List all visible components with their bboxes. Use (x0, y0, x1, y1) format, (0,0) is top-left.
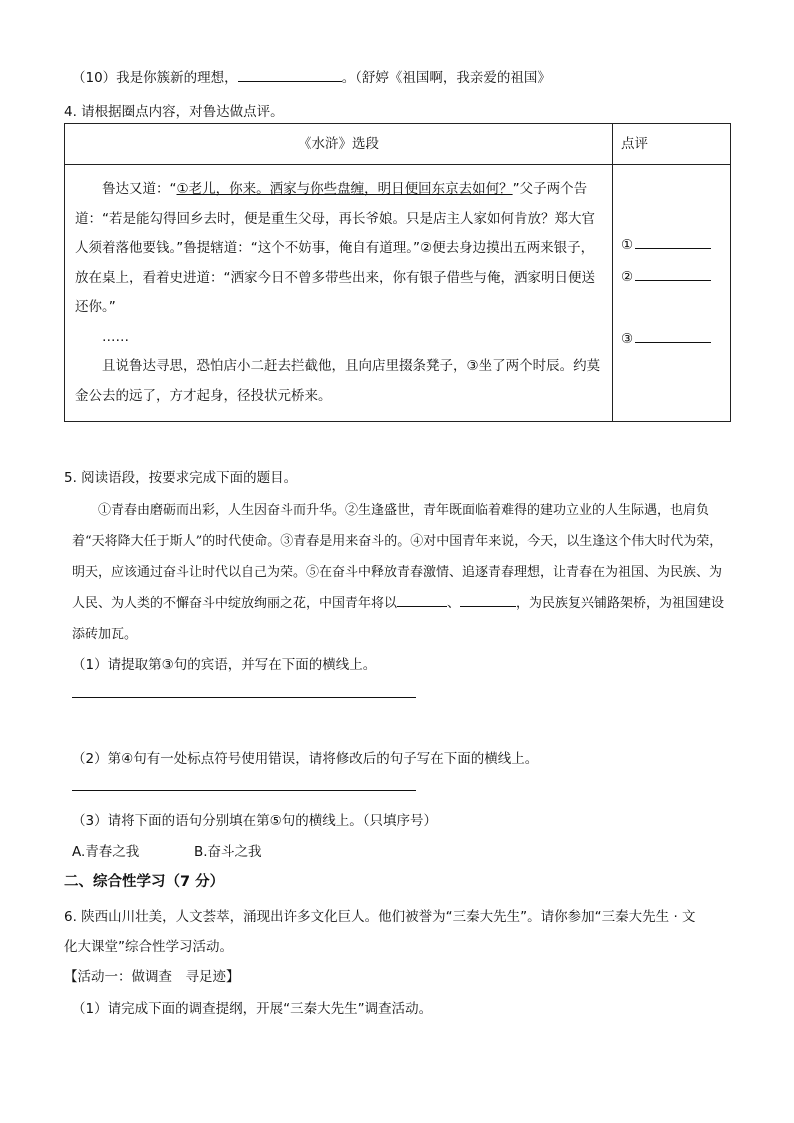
passage-paragraph-2: 且说鲁达寻思，恐怕店小二赶去拦截他，且向店里掇条凳子，③坐了两个时辰。约莫金公去的远了，方才起身，径投状元桥来。 (75, 358, 601, 404)
option-b: B.奋斗之我 (194, 844, 262, 860)
comment-column-header: 点评 (613, 124, 731, 165)
answer-line-2[interactable] (72, 790, 416, 791)
question-5-prompt: 5. 阅读语段，按要求完成下面的题目。 (64, 470, 298, 486)
comment-line-2: ② (621, 269, 711, 285)
question-5-paragraph: ①青春由磨砺而出彩，人生因奋斗而升华。②生逢盛世，青年既面临着难得的建功立业的人生际遇，也肩负着“天将降大任于斯人”的时代使命。③青春是用来奋斗的。④对中国青年来说，今天，以生逢这个伟大时代为荣，明天，应该通过奋斗让时代以自己为荣。⑤在奋斗中释放青春激情、追逐青春理想，让青春在为祖国、为民族、为人民、为人类的不懈奋斗中绽放绚丽之花，中国青年将以 、 ，为民族复兴铺路架桥，为祖国建设添砖加瓦。 (72, 503, 725, 642)
q10-suffix: 。（舒婷《祖国啊，我亲爱的祖国》 (341, 70, 551, 86)
comment-cell (613, 165, 731, 422)
passage-table (64, 123, 731, 422)
comment-blank-2[interactable] (635, 280, 711, 281)
circled-sentence-1: ①老儿，你来。洒家与你些盘缠，明日便回东京去如何？ (176, 181, 513, 197)
question-6-line-2: 化大课堂”综合性学习活动。 (64, 939, 233, 955)
passage-cell (65, 165, 613, 422)
option-a: A.青春之我 (72, 844, 140, 860)
section-2-title: 二、综合性学习（7 分） (64, 874, 225, 890)
q5-sub-2: （2）第④句有一处标点符号使用错误，请将修改后的句子写在下面的横线上。 (72, 751, 539, 767)
blank-5a[interactable] (397, 606, 447, 607)
question-6-line-1: 6. 陕西山川壮美，人文荟萃，涌现出许多文化巨人。他们被誉为“三秦大先生”。请你参加“三秦大先生 · 文 (64, 909, 696, 925)
q10-prefix: （10）我是你簇新的理想， (72, 70, 238, 86)
answer-blank[interactable] (238, 81, 342, 82)
passage-paragraph-1: 鲁达又道：“①老儿，你来。洒家与你些盘缠，明日便回东京去如何？”父子两个告道：“若是能勾得回乡去时，便是重生父母，再长爷娘。只是店主人家如何肯放？郑大官人须着落他要钱。”鲁提辖道：“这个不妨事，俺自有道理。”②便去身边摸出五两来银子，放在桌上，看着史进道：“洒家今日不曾多带些出来，你有银子借些与俺，洒家明日便送还你。” (75, 181, 595, 315)
comment-line-1: ① (621, 237, 711, 253)
q5-sub-3: （3）请将下面的语句分别填在第⑤句的横线上。（只填序号） (72, 813, 437, 829)
q6-sub-1: （1）请完成下面的调查提纲，开展“三秦大先生”调查活动。 (72, 1001, 433, 1017)
question-10-line (72, 66, 551, 86)
activity-1-heading: 【活动一：做调查 寻足迹】 (64, 969, 240, 985)
passage-column-header: 《水浒》选段 (65, 124, 613, 165)
question-4-prompt: 4. 请根据圈点内容，对鲁达做点评。 (64, 104, 284, 120)
passage-ellipsis: …… (102, 328, 129, 345)
answer-line-1[interactable] (72, 697, 416, 698)
comment-blank-3[interactable] (635, 342, 711, 343)
blank-5b[interactable] (460, 606, 516, 607)
comment-line-3: ③ (621, 331, 711, 347)
comment-blank-1[interactable] (635, 248, 711, 249)
q5-sub-1: （1）请提取第③句的宾语，并写在下面的横线上。 (72, 657, 377, 673)
